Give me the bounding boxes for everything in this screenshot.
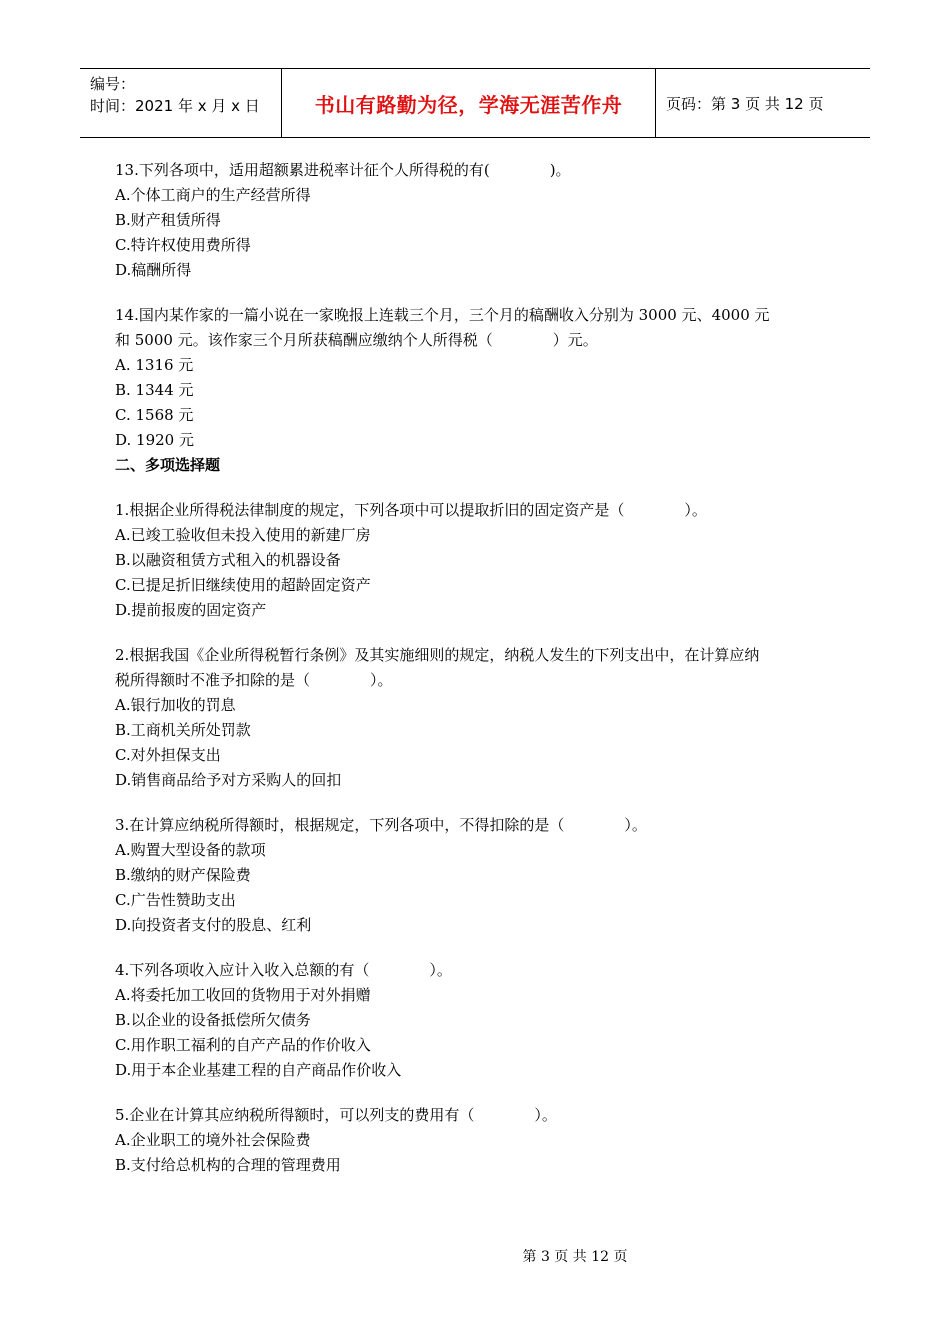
question-text: 3.在计算应纳税所得额时，根据规定，下列各项中，不得扣除的是（ ）。 [115, 816, 647, 834]
option-d: D.稿酬所得 [115, 261, 192, 279]
question-13 [115, 158, 850, 283]
question-text-line-2: 税所得额时不准予扣除的是（ ）。 [115, 671, 393, 689]
option-b: B.以融资租赁方式租入的机器设备 [115, 551, 341, 569]
question-text: 13.下列各项中，适用超额累进税率计征个人所得税的有( )。 [115, 161, 571, 179]
question-text: 5.企业在计算其应纳税所得额时，可以列支的费用有（ ）。 [115, 1106, 557, 1124]
multi-question-5 [115, 1103, 850, 1178]
question-text: 4.下列各项收入应计入收入总额的有（ ）。 [115, 961, 452, 979]
question-text-line-1: 2.根据我国《企业所得税暂行条例》及其实施细则的规定，纳税人发生的下列支出中，在计算应纳 [115, 646, 760, 664]
option-c: C. 1568 元 [115, 406, 194, 424]
question-text-line-1: 14.国内某作家的一篇小说在一家晚报上连载三个月，三个月的稿酬收入分别为 3000 元、4000 元 [115, 306, 770, 324]
option-b: B.工商机关所处罚款 [115, 721, 251, 739]
question-14 [115, 303, 850, 453]
option-a: A.购置大型设备的款项 [115, 841, 266, 859]
document-date-label: 时间：2021 年 x 月 x 日 [90, 97, 260, 115]
header-motto: 书山有路勤为径，学海无涯苦作舟 [282, 69, 656, 137]
option-c: C.用作职工福利的自产产品的作价收入 [115, 1036, 371, 1054]
option-a: A.个体工商户的生产经营所得 [115, 186, 311, 204]
option-a: A.将委托加工收回的货物用于对外捐赠 [115, 986, 371, 1004]
section-title: 二、多项选择题 [115, 456, 221, 474]
page-header [80, 68, 870, 138]
option-b: B.缴纳的财产保险费 [115, 866, 251, 884]
option-c: C.广告性赞助支出 [115, 891, 236, 909]
question-text-line-2: 和 5000 元。该作家三个月所获稿酬应缴纳个人所得税（ ）元。 [115, 331, 598, 349]
header-page-number: 页码：第 3 页 共 12 页 [666, 94, 824, 113]
option-a: A.已竣工验收但未投入使用的新建厂房 [115, 526, 371, 544]
option-b: B. 1344 元 [115, 381, 194, 399]
option-c: C.特许权使用费所得 [115, 236, 251, 254]
document-body [115, 158, 850, 1178]
option-d: D.用于本企业基建工程的自产商品作价收入 [115, 1061, 402, 1079]
option-c: C.已提足折旧继续使用的超龄固定资产 [115, 576, 371, 594]
option-a: A.银行加收的罚息 [115, 696, 236, 714]
document-number-label: 编号： [90, 75, 136, 93]
header-meta [80, 69, 282, 137]
multi-question-2 [115, 643, 850, 793]
option-b: B.以企业的设备抵偿所欠债务 [115, 1011, 311, 1029]
option-b: B.支付给总机构的合理的管理费用 [115, 1156, 341, 1174]
option-d: D.销售商品给予对方采购人的回扣 [115, 771, 342, 789]
option-d: D.提前报废的固定资产 [115, 601, 267, 619]
option-d: D.向投资者支付的股息、红利 [115, 916, 312, 934]
multi-question-1 [115, 498, 850, 623]
option-c: C.对外担保支出 [115, 746, 221, 764]
option-a: A.企业职工的境外社会保险费 [115, 1131, 311, 1149]
multi-question-4 [115, 958, 850, 1083]
option-d: D. 1920 元 [115, 431, 194, 449]
option-b: B.财产租赁所得 [115, 211, 221, 229]
multi-question-3 [115, 813, 850, 938]
option-a: A. 1316 元 [115, 356, 194, 374]
question-text: 1.根据企业所得税法律制度的规定，下列各项中可以提取折旧的固定资产是（ ）。 [115, 501, 707, 519]
page-footer: 第 3 页 共 12 页 [522, 1249, 628, 1265]
